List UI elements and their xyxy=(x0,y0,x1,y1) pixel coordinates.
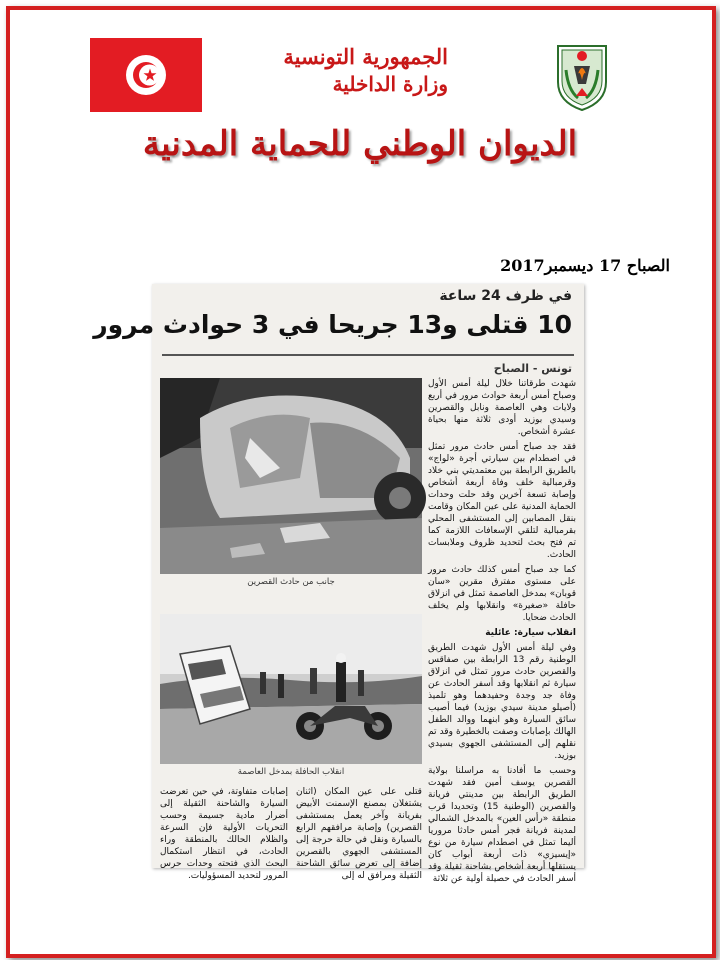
republic-title: الجمهورية التونسية xyxy=(283,44,448,69)
bus-overturn-photo xyxy=(160,614,422,764)
article-subheading: انقلاب سيارة: عائلية xyxy=(485,628,576,638)
ministry-title: وزارة الداخلية xyxy=(332,72,448,96)
paragraph: قتلى على عين المكان (اثنان يشتغلان بمصنع الإسمنت الأبيض بفريانة وآخر يعمل بمستشفى القصرين) وإصابة مرافقهم الرابع بالسيارة ونقل في حالة حرجة إلى المستشفى الجهوي بالقصرين إضافة إلى تعرض سائق الشاحنة الثقيلة ومرافق له إلى xyxy=(296,787,422,881)
civil-protection-emblem-icon xyxy=(554,40,610,112)
article-column-right xyxy=(428,378,576,884)
paragraph: فقد جد صباح أمس حادث مرور تمثل في اصطدام بين سيارتي أجرة «لواج» بالطريق الرابطة بين معتمديتي بني خلاد وقرمبالية خلف وفاة أربعة أشخاص وإصابة تسعة آخرين وقد حلت وحدات الحماية المدنية على عين المكان وقامت بنقل المصابين إلى المستشفى المحلي بقرمبالية لتلقي الإسعافات اللازمة كما تم فتح بحث لتحديد ظروف وملابسات الحادث. xyxy=(428,442,576,560)
photo1-caption: جانب من حادث القصرين xyxy=(247,577,335,587)
crescent-star-icon xyxy=(126,55,166,95)
crash-photo-kasserine xyxy=(160,378,422,574)
paragraph: إصابات متفاوتة، في حين تعرضت السيارة والشاحنة الثقيلة إلى أضرار مادية جسيمة وحسب التحريات الأولية فإن السرعة والظلام الحالك بالمنطقة وراء الحادث، في انتظار استكمال البحث الذي فتحته وحدات حرس المرور لتحديد المسؤوليات. xyxy=(160,787,288,881)
article-dateline: تونس - الصباح xyxy=(493,362,572,375)
paragraph: وفي ليلة أمس الأول شهدت الطريق الوطنية رقم 13 الرابطة بين صفاقس والقصرين حادث مرور تمثل في انزلاق سيارة ثم انقلابها وقد أسفر الحادث عن وفاة جد وجدة وحفيدهما وهو تلميذ (أصيلو مدينة سيدي بوزيد) فيما أصيب سائق السيارة وهو ابنهما ووالد الطفل الهالك بإصابات وصفت بالخطيرة وقد تم نقلهم إلى المستشفى الجهوي بسيدي بوزيد. xyxy=(428,643,576,761)
tunisia-flag xyxy=(90,38,202,112)
paragraph: شهدت طرقاتنا خلال ليلة أمس الأول وصباح أمس أربعة حوادث مرور في أربع ولايات وهي العاصمة ونابل والقصرين وسيدي بوزيد أودى ثلاثة منها بحياة عشرة أشخاص. xyxy=(428,379,576,437)
paragraph: وحسب ما أفادنا به مراسلنا بولاية القصرين يوسف أمين فقد شهدت الطريق الرابطة بين مدينتي فريانة والقصرين (الوطنية 15) وتحديدا قرب منطقة «رأس العين» بالمدخل الشمالي لمدينة فريانة فجر أمس حادثا مروريا أليما تمثل في اصطدام سيارة من نوع «إيسيزي» ذات أربعة أبواب كان يستقلها أربعة أشخاص بشاحنة ثقيلة وقد أسفر الحادث في حصيلة أولية عن ثلاثة xyxy=(428,766,576,884)
office-title: الديوان الوطني للحماية المدنية xyxy=(142,124,578,164)
article-headline: 10 قتلى و13 جريحا في 3 حوادث مرور xyxy=(93,310,572,339)
photo2-caption: انقلاب الحافلة بمدخل العاصمة xyxy=(237,767,345,777)
source-date-line: الصباح 17 ديسمبر2017 xyxy=(500,256,670,275)
headline-divider xyxy=(162,354,574,356)
article-column-middle xyxy=(296,786,422,881)
newspaper-clipping xyxy=(93,284,584,884)
paragraph: كما جد صباح أمس كذلك حادث مرور على مستوى مفترق مقرين «سان قوبان» بمدخل العاصمة تمثل في انزلاق حافلة «صغيرة» وانقلابها ولم يخلف الحادث ضحايا. xyxy=(428,565,576,623)
article-column-left xyxy=(160,786,288,881)
article-kicker: في ظرف 24 ساعة xyxy=(439,288,572,304)
